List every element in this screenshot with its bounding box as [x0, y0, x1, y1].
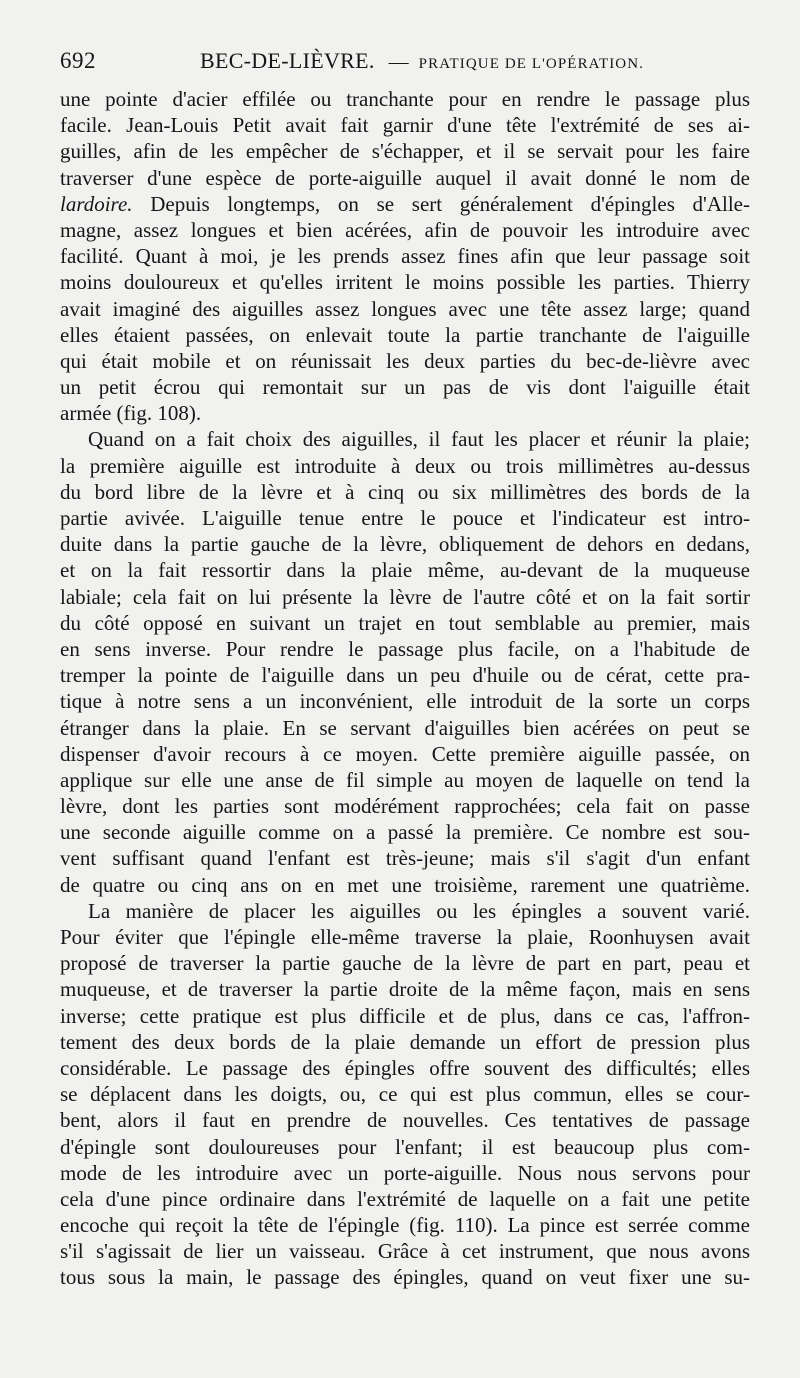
- text-line: [60, 269, 750, 295]
- text-line: [60, 1264, 750, 1290]
- line-text: armée (fig. 108).: [60, 401, 202, 426]
- line-text: applique sur elle une anse de fil simple au moyen de laquelle on tend la: [60, 767, 750, 792]
- italic-term: lardoire.: [60, 191, 133, 216]
- line-text: labiale; cela fait on lui présente la lèvre de l'autre côté et on la fait sortir: [60, 584, 750, 609]
- text-line: [60, 348, 750, 374]
- text-line: [60, 741, 750, 767]
- line-text: avait imaginé des aiguilles assez longues avec une tête assez large; quand: [60, 296, 750, 321]
- line-text: cela d'une pince ordinaire dans l'extrémité de laquelle on a fait une petite: [60, 1186, 750, 1211]
- line-text: dispenser d'avoir recours à ce moyen. Cette première aiguille passée, on: [60, 741, 750, 766]
- line-text: tremper la pointe de l'aiguille dans un peu d'huile ou de cérat, cette pra-: [60, 663, 750, 688]
- line-text: du bord libre de la lèvre et à cinq ou six millimètres des bords de la: [60, 479, 750, 504]
- text-line: [60, 479, 750, 505]
- text-line: [60, 767, 750, 793]
- text-line: [60, 1212, 750, 1238]
- text-line: [60, 662, 750, 688]
- text-line: [60, 1160, 750, 1186]
- text-line: [60, 898, 750, 924]
- text-line: [60, 610, 750, 636]
- text-line: [60, 505, 750, 531]
- text-line: [60, 426, 750, 452]
- text-line: [60, 976, 750, 1002]
- line-text: du côté opposé en suivant un trajet en tout semblable au premier, mais: [60, 610, 750, 635]
- text-line: [60, 1003, 750, 1029]
- text-line: [60, 636, 750, 662]
- line-text: une seconde aiguille comme on a passé la première. Ce nombre est sou-: [60, 820, 750, 845]
- text-line: [60, 688, 750, 714]
- text-line: [60, 374, 750, 400]
- running-head: [60, 48, 750, 78]
- text-line: [60, 453, 750, 479]
- text-line: [60, 584, 750, 610]
- text-line: [60, 1238, 750, 1264]
- line-text: de quatre ou cinq ans on en met une troisième, rarement une quatrième.: [60, 872, 750, 897]
- line-text: moins douloureux et qu'elles irritent le moins possible les parties. Thierry: [60, 270, 750, 295]
- line-text: d'épingle sont douloureuses pour l'enfant; il est beaucoup plus com-: [60, 1134, 750, 1159]
- text-line: [60, 243, 750, 269]
- page-number: 692: [60, 48, 96, 73]
- line-text: vent suffisant quand l'enfant est très-jeune; mais s'il s'agit d'un enfant: [60, 846, 750, 871]
- line-text: La manière de placer les aiguilles ou les épingles a souvent varié.: [88, 898, 750, 923]
- line-text: inverse; cette pratique est plus difficile et de plus, dans ce cas, l'affron-: [60, 1003, 750, 1028]
- text-line: [60, 191, 750, 217]
- text-line: [60, 322, 750, 348]
- text-line: [60, 924, 750, 950]
- line-text: un petit écrou qui remontait sur un pas de vis dont l'aiguille était: [60, 375, 750, 400]
- text-line: [60, 845, 750, 871]
- line-text: se déplacent dans les doigts, ou, ce qui est plus commun, elles se cour-: [60, 1082, 750, 1107]
- section-subtitle: PRATIQUE DE L'OPÉRATION.: [418, 56, 645, 72]
- line-text: Pour éviter que l'épingle elle-même traverse la plaie, Roonhuysen avait: [60, 925, 750, 949]
- text-line: [60, 1081, 750, 1107]
- text-line: [60, 1107, 750, 1133]
- text-line: [60, 86, 750, 112]
- line-text: proposé de traverser la partie gauche de la lèvre de part en part, peau et: [60, 951, 750, 976]
- line-text: tous sous la main, le passage des épingles, quand on veut fixer une su-: [60, 1265, 750, 1290]
- line-text: elles étaient passées, on enlevait toute la partie tranchante de l'aiguille: [60, 322, 750, 347]
- text-line: [60, 1186, 750, 1212]
- text-line: [60, 217, 750, 243]
- text-line: [60, 296, 750, 322]
- line-text: facilité. Quant à moi, je les prends assez fines afin que leur passage soit: [60, 244, 750, 269]
- line-text: et on la fait ressortir dans la plaie même, au-devant de la muqueuse: [60, 558, 750, 583]
- line-text: lèvre, dont les parties sont modérément rapprochées; cela fait on passe: [60, 794, 750, 819]
- line-text: considérable. Le passage des épingles offre souvent des difficultés; elles: [60, 1055, 750, 1080]
- line-text: Quand on a fait choix des aiguilles, il faut les placer et réunir la plaie;: [88, 427, 750, 452]
- body-text: [60, 86, 750, 1291]
- text-line: [60, 950, 750, 976]
- line-text: tique à notre sens a un inconvénient, elle introduit de la sorte un corps: [60, 689, 750, 714]
- chapter-title: BEC-DE-LIÈVRE.: [200, 48, 375, 73]
- text-line: [60, 715, 750, 741]
- line-text: duite dans la partie gauche de la lèvre, obliquement de dehors en dedans,: [60, 532, 750, 557]
- line-text: tement des deux bords de la plaie demande un effort de pression plus: [60, 1029, 750, 1054]
- text-line: [60, 1029, 750, 1055]
- text-line: [60, 819, 750, 845]
- line-text: en sens inverse. Pour rendre le passage plus facile, on a l'habitude de: [60, 636, 750, 661]
- line-text: s'il s'agissait de lier un vaisseau. Grâce à cet instrument, que nous avons: [60, 1239, 750, 1264]
- header-separator: —: [388, 51, 409, 73]
- line-text: encoche qui reçoit la tête de l'épingle (fig. 110). La pince est serrée comme: [60, 1213, 750, 1238]
- line-text: mode de les introduire avec un porte-aiguille. Nous nous servons pour: [60, 1160, 750, 1185]
- text-line: [60, 793, 750, 819]
- text-line: [60, 112, 750, 138]
- text-line: [60, 400, 750, 426]
- line-text: muqueuse, et de traverser la partie droite de la même façon, mais en sens: [60, 977, 750, 1002]
- text-line: [60, 557, 750, 583]
- text-line: [60, 165, 750, 191]
- line-text: étranger dans la plaie. En se servant d'aiguilles bien acérées on peut se: [60, 715, 750, 740]
- line-text: Depuis longtemps, on se sert généralement d'épingles d'Alle-: [132, 191, 750, 216]
- line-text: magne, assez longues et bien acérées, afin de pouvoir les introduire avec: [60, 217, 750, 242]
- line-text: une pointe d'acier effilée ou tranchante pour en rendre le passage plus: [60, 87, 750, 111]
- text-line: [60, 138, 750, 164]
- line-text: partie avivée. L'aiguille tenue entre le pouce et l'indicateur est intro-: [60, 506, 750, 530]
- line-text: guilles, afin de les empêcher de s'échapper, et il se servait pour les faire: [60, 139, 750, 164]
- text-line: [60, 872, 750, 898]
- line-text: bent, alors il faut en prendre de nouvelles. Ces tentatives de passage: [60, 1108, 750, 1133]
- text-line: [60, 531, 750, 557]
- line-text: facile. Jean-Louis Petit avait fait garnir d'une tête l'extrémité de ses ai-: [60, 113, 750, 138]
- text-line: [60, 1055, 750, 1081]
- line-text: la première aiguille est introduite à deux ou trois millimètres au-dessus: [60, 453, 750, 478]
- line-text: traverser d'une espèce de porte-aiguille auquel il avait donné le nom de: [60, 165, 750, 190]
- line-text: qui était mobile et on réunissait les deux parties du bec-de-lièvre avec: [60, 348, 750, 373]
- text-line: [60, 1134, 750, 1160]
